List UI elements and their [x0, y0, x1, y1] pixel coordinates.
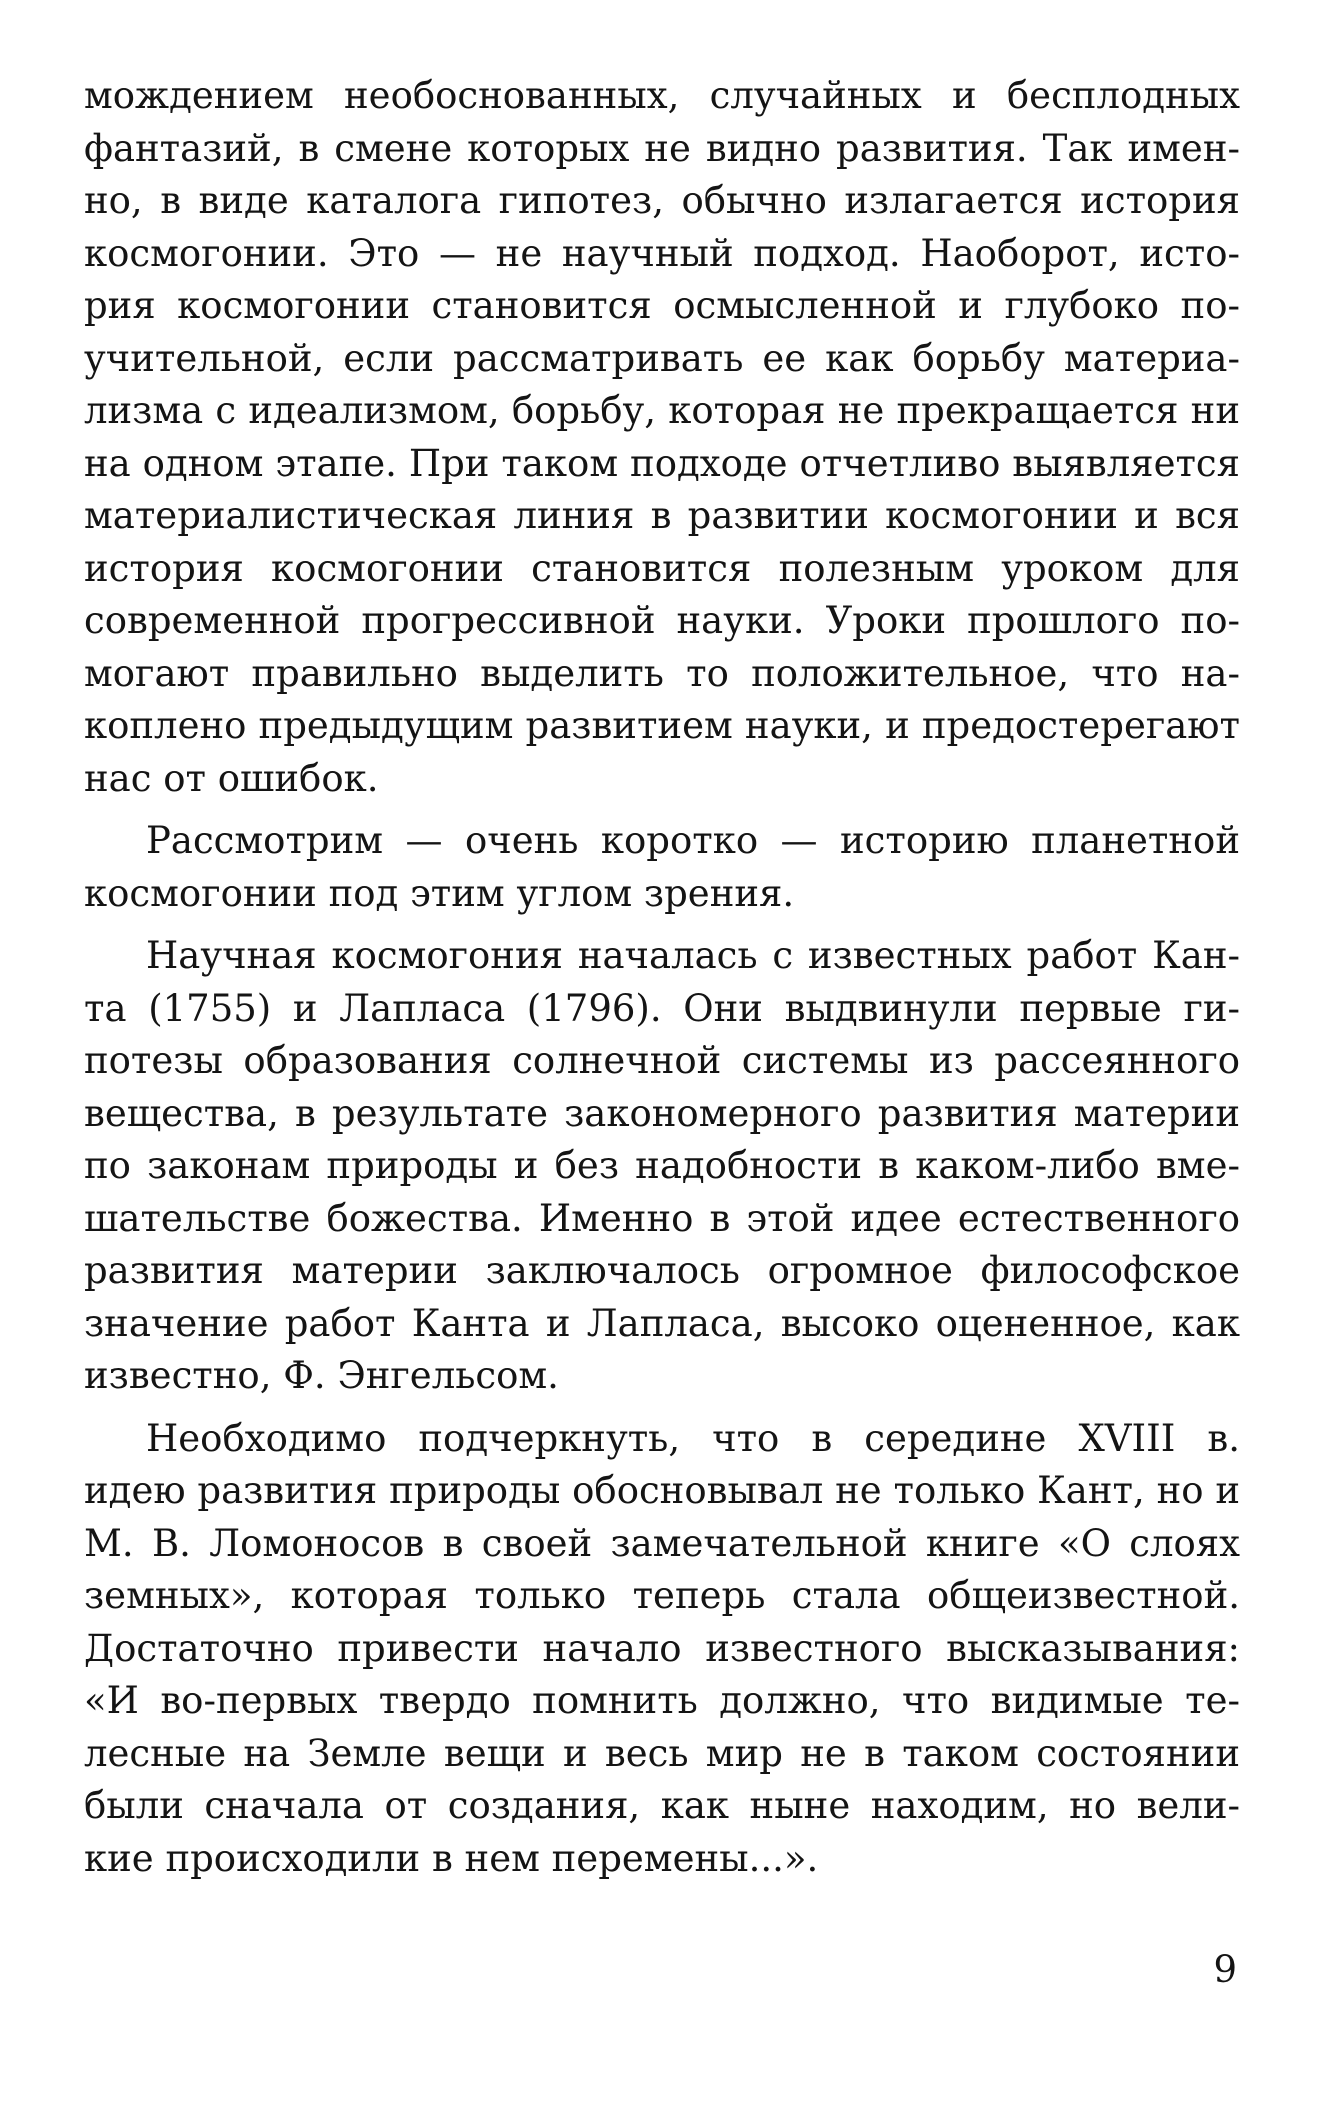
text-line: по законам природы и без надобности в каком-либо вме-	[84, 1144, 1240, 1187]
text-line: на одном этапе. При таком подходе отчетливо выявляется	[84, 441, 1240, 485]
text-line: лесные на Земле вещи и весь мир не в таком состоянии	[84, 1731, 1240, 1775]
text-line: история космогонии становится полезным уроком для	[84, 546, 1240, 590]
text-line: Рассмотрим — очень коротко — историю планетной	[146, 819, 1240, 862]
text-line: могают правильно выделить то положительное, что на-	[84, 651, 1240, 695]
text-line: значение работ Канта и Лапласа, высоко оцененное, как	[84, 1301, 1240, 1345]
text-line: Научная космогония началась с известных работ Кан-	[146, 934, 1240, 977]
text-line: та (1755) и Лапласа (1796). Они выдвинули первые ги-	[84, 986, 1240, 1030]
paragraph-1	[84, 70, 1240, 805]
text-line: Достаточно привести начало известного высказывания:	[84, 1626, 1240, 1670]
text-line: были сначала от создания, как ныне находим, но вели-	[84, 1784, 1240, 1827]
text-line: известно, Ф. Энгельсом.	[84, 1354, 559, 1397]
text-line: «И во-первых твердо помнить должно, что видимые те-	[84, 1679, 1240, 1722]
text-line: развития материи заключалось огромное философское	[84, 1249, 1240, 1292]
text-line: космогонии. Это — не научный подход. Наоборот, исто-	[84, 231, 1240, 275]
text-line: земных», которая только теперь стала общеизвестной.	[84, 1574, 1240, 1617]
text-line: коплено предыдущим развитием науки, и предостерегают	[84, 704, 1240, 747]
text-line: но, в виде каталога гипотез, обычно излагается история	[84, 179, 1240, 222]
text-line: потезы образования солнечной системы из рассеянного	[84, 1039, 1240, 1082]
paragraph-2	[84, 815, 1240, 920]
text-line: Необходимо подчеркнуть, что в середине XVIII в.	[146, 1416, 1240, 1460]
text-line: рия космогонии становится осмысленной и глубоко по-	[84, 284, 1240, 327]
text-line: М. В. Ломоносов в своей замечательной книге «О слоях	[84, 1521, 1240, 1565]
text-line: мождением необоснованных, случайных и бесплодных	[84, 74, 1240, 117]
text-line: шательстве божества. Именно в этой идее естественного	[84, 1196, 1240, 1240]
text-line: материалистическая линия в развитии космогонии и вся	[84, 494, 1240, 537]
text-line: идею развития природы обосновывал не только Кант, но и	[84, 1469, 1240, 1512]
text-line: современной прогрессивной науки. Уроки прошлого по-	[84, 599, 1240, 642]
paragraph-3	[84, 930, 1240, 1403]
text-line: нас от ошибок.	[84, 756, 379, 800]
paragraph-4	[84, 1413, 1240, 1886]
text-line: кие происходили в нем перемены...».	[84, 1836, 819, 1880]
text-line: вещества, в результате закономерного развития материи	[84, 1091, 1240, 1135]
text-line: учительной, если рассматривать ее как борьбу материа-	[84, 336, 1240, 380]
page-number: 9	[1213, 1948, 1237, 1991]
text-line: лизма с идеализмом, борьбу, которая не прекращается ни	[84, 389, 1240, 432]
text-line: космогонии под этим углом зрения.	[84, 871, 795, 915]
page-body	[84, 70, 1240, 1885]
text-line: фантазий, в смене которых не видно развития. Так имен-	[84, 126, 1240, 170]
